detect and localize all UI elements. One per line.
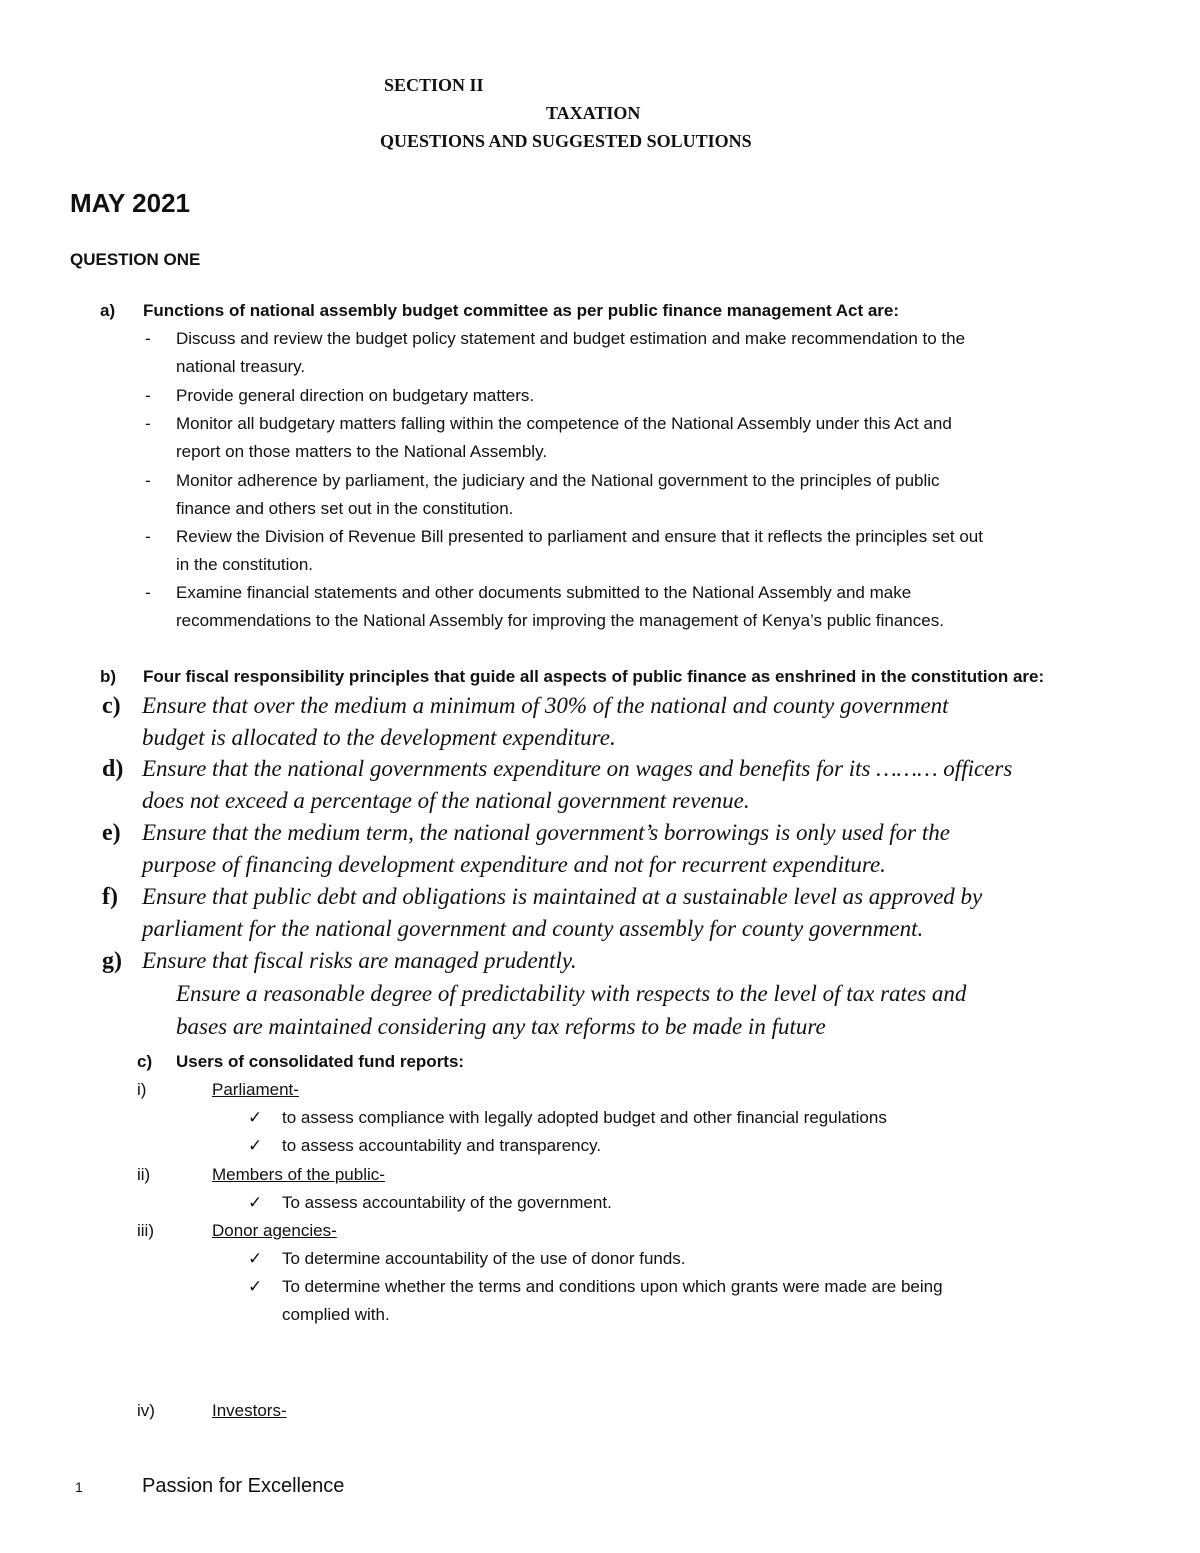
principle-text: Ensure that the medium term, the national government’s borrowings is only used for the: [142, 820, 950, 845]
extra-principle-line: bases are maintained considering any tax reforms to be made in future: [176, 1014, 826, 1039]
list-item-text: in the constitution.: [176, 555, 314, 574]
part-b-heading: Four fiscal responsibility principles that guide all aspects of public finance as enshrined in the constitution are:: [143, 667, 1045, 686]
document-subtitle: QUESTIONS AND SUGGESTED SOLUTIONS: [380, 131, 752, 151]
list-item-text: finance and others set out in the constitution.: [176, 499, 514, 518]
user-group-name: Parliament-: [212, 1080, 299, 1099]
list-item-text: report on those matters to the National Assembly.: [176, 442, 548, 461]
principle-text: Ensure that fiscal risks are managed prudently.: [142, 948, 577, 973]
principle-marker: g): [102, 948, 122, 974]
bullet-dash: -: [145, 471, 151, 490]
page-number: 1: [75, 1479, 83, 1495]
question-title: QUESTION ONE: [70, 250, 201, 269]
user-numeral: iii): [137, 1221, 154, 1240]
part-a-marker: a): [100, 301, 116, 320]
check-icon: ✓: [248, 1193, 263, 1213]
extra-principle-line: Ensure a reasonable degree of predictability with respects to the level of tax rates and: [176, 981, 967, 1006]
check-icon: ✓: [248, 1136, 263, 1156]
user-group-name: Investors-: [212, 1401, 287, 1420]
user-group-name: Donor agencies-: [212, 1221, 337, 1240]
check-icon: ✓: [248, 1108, 263, 1128]
user-numeral: ii): [137, 1165, 151, 1184]
user-purpose-text: To determine accountability of the use of donor funds.: [282, 1249, 686, 1268]
principle-text: Ensure that over the medium a minimum of 30% of the national and county government: [142, 693, 949, 718]
list-item-text: recommendations to the National Assembly for improving the management of Kenya’s public finances.: [176, 611, 944, 630]
bullet-dash: -: [145, 527, 151, 546]
principle-marker: e): [102, 820, 121, 846]
user-numeral: iv): [137, 1401, 155, 1420]
footer-tagline: Passion for Excellence: [142, 1475, 345, 1497]
list-item-text: Monitor adherence by parliament, the judiciary and the National government to the principles of public: [176, 471, 940, 490]
user-purpose-text: complied with.: [282, 1305, 390, 1324]
user-group-name: Members of the public-: [212, 1165, 385, 1184]
list-item-text: Discuss and review the budget policy statement and budget estimation and make recommendation to the: [176, 329, 966, 348]
part-b-marker: b): [100, 667, 117, 686]
principle-text: does not exceed a percentage of the national government revenue.: [142, 788, 750, 813]
part-c-marker: c): [137, 1052, 153, 1071]
check-icon: ✓: [248, 1277, 263, 1297]
principle-marker: c): [102, 693, 121, 719]
list-item-text: Examine financial statements and other documents submitted to the National Assembly and make: [176, 583, 912, 602]
user-purpose-text: to assess accountability and transparency.: [282, 1136, 602, 1155]
section-heading: SECTION II: [384, 75, 484, 95]
list-item-text: Review the Division of Revenue Bill presented to parliament and ensure that it reflects the principles set out: [176, 527, 983, 546]
user-purpose-text: To determine whether the terms and conditions upon which grants were made are being: [282, 1277, 943, 1296]
subject-heading: TAXATION: [546, 103, 641, 123]
bullet-dash: -: [145, 329, 151, 348]
part-c-heading: Users of consolidated fund reports:: [176, 1052, 465, 1071]
principle-text: Ensure that the national governments expenditure on wages and benefits for its ……… officers: [142, 756, 1013, 781]
check-icon: ✓: [248, 1249, 263, 1269]
bullet-dash: -: [145, 386, 151, 405]
list-item-text: national treasury.: [176, 357, 306, 376]
principle-marker: f): [102, 884, 118, 910]
bullet-dash: -: [145, 583, 151, 602]
part-a-heading: Functions of national assembly budget committee as per public finance management Act are:: [143, 301, 900, 320]
user-numeral: i): [137, 1080, 147, 1099]
principle-marker: d): [102, 756, 124, 782]
list-item-text: Monitor all budgetary matters falling within the competence of the National Assembly under this Act and: [176, 414, 952, 433]
principle-text: Ensure that public debt and obligations is maintained at a sustainable level as approved by: [142, 884, 983, 909]
bullet-dash: -: [145, 414, 151, 433]
exam-month: MAY 2021: [70, 188, 190, 218]
principle-text: purpose of financing development expenditure and not for recurrent expenditure.: [142, 852, 886, 877]
principle-text: budget is allocated to the development expenditure.: [142, 725, 616, 750]
user-purpose-text: to assess compliance with legally adopted budget and other financial regulations: [282, 1108, 887, 1127]
principle-text: parliament for the national government and county assembly for county government.: [142, 916, 924, 941]
user-purpose-text: To assess accountability of the government.: [282, 1193, 612, 1212]
list-item-text: Provide general direction on budgetary matters.: [176, 386, 535, 405]
